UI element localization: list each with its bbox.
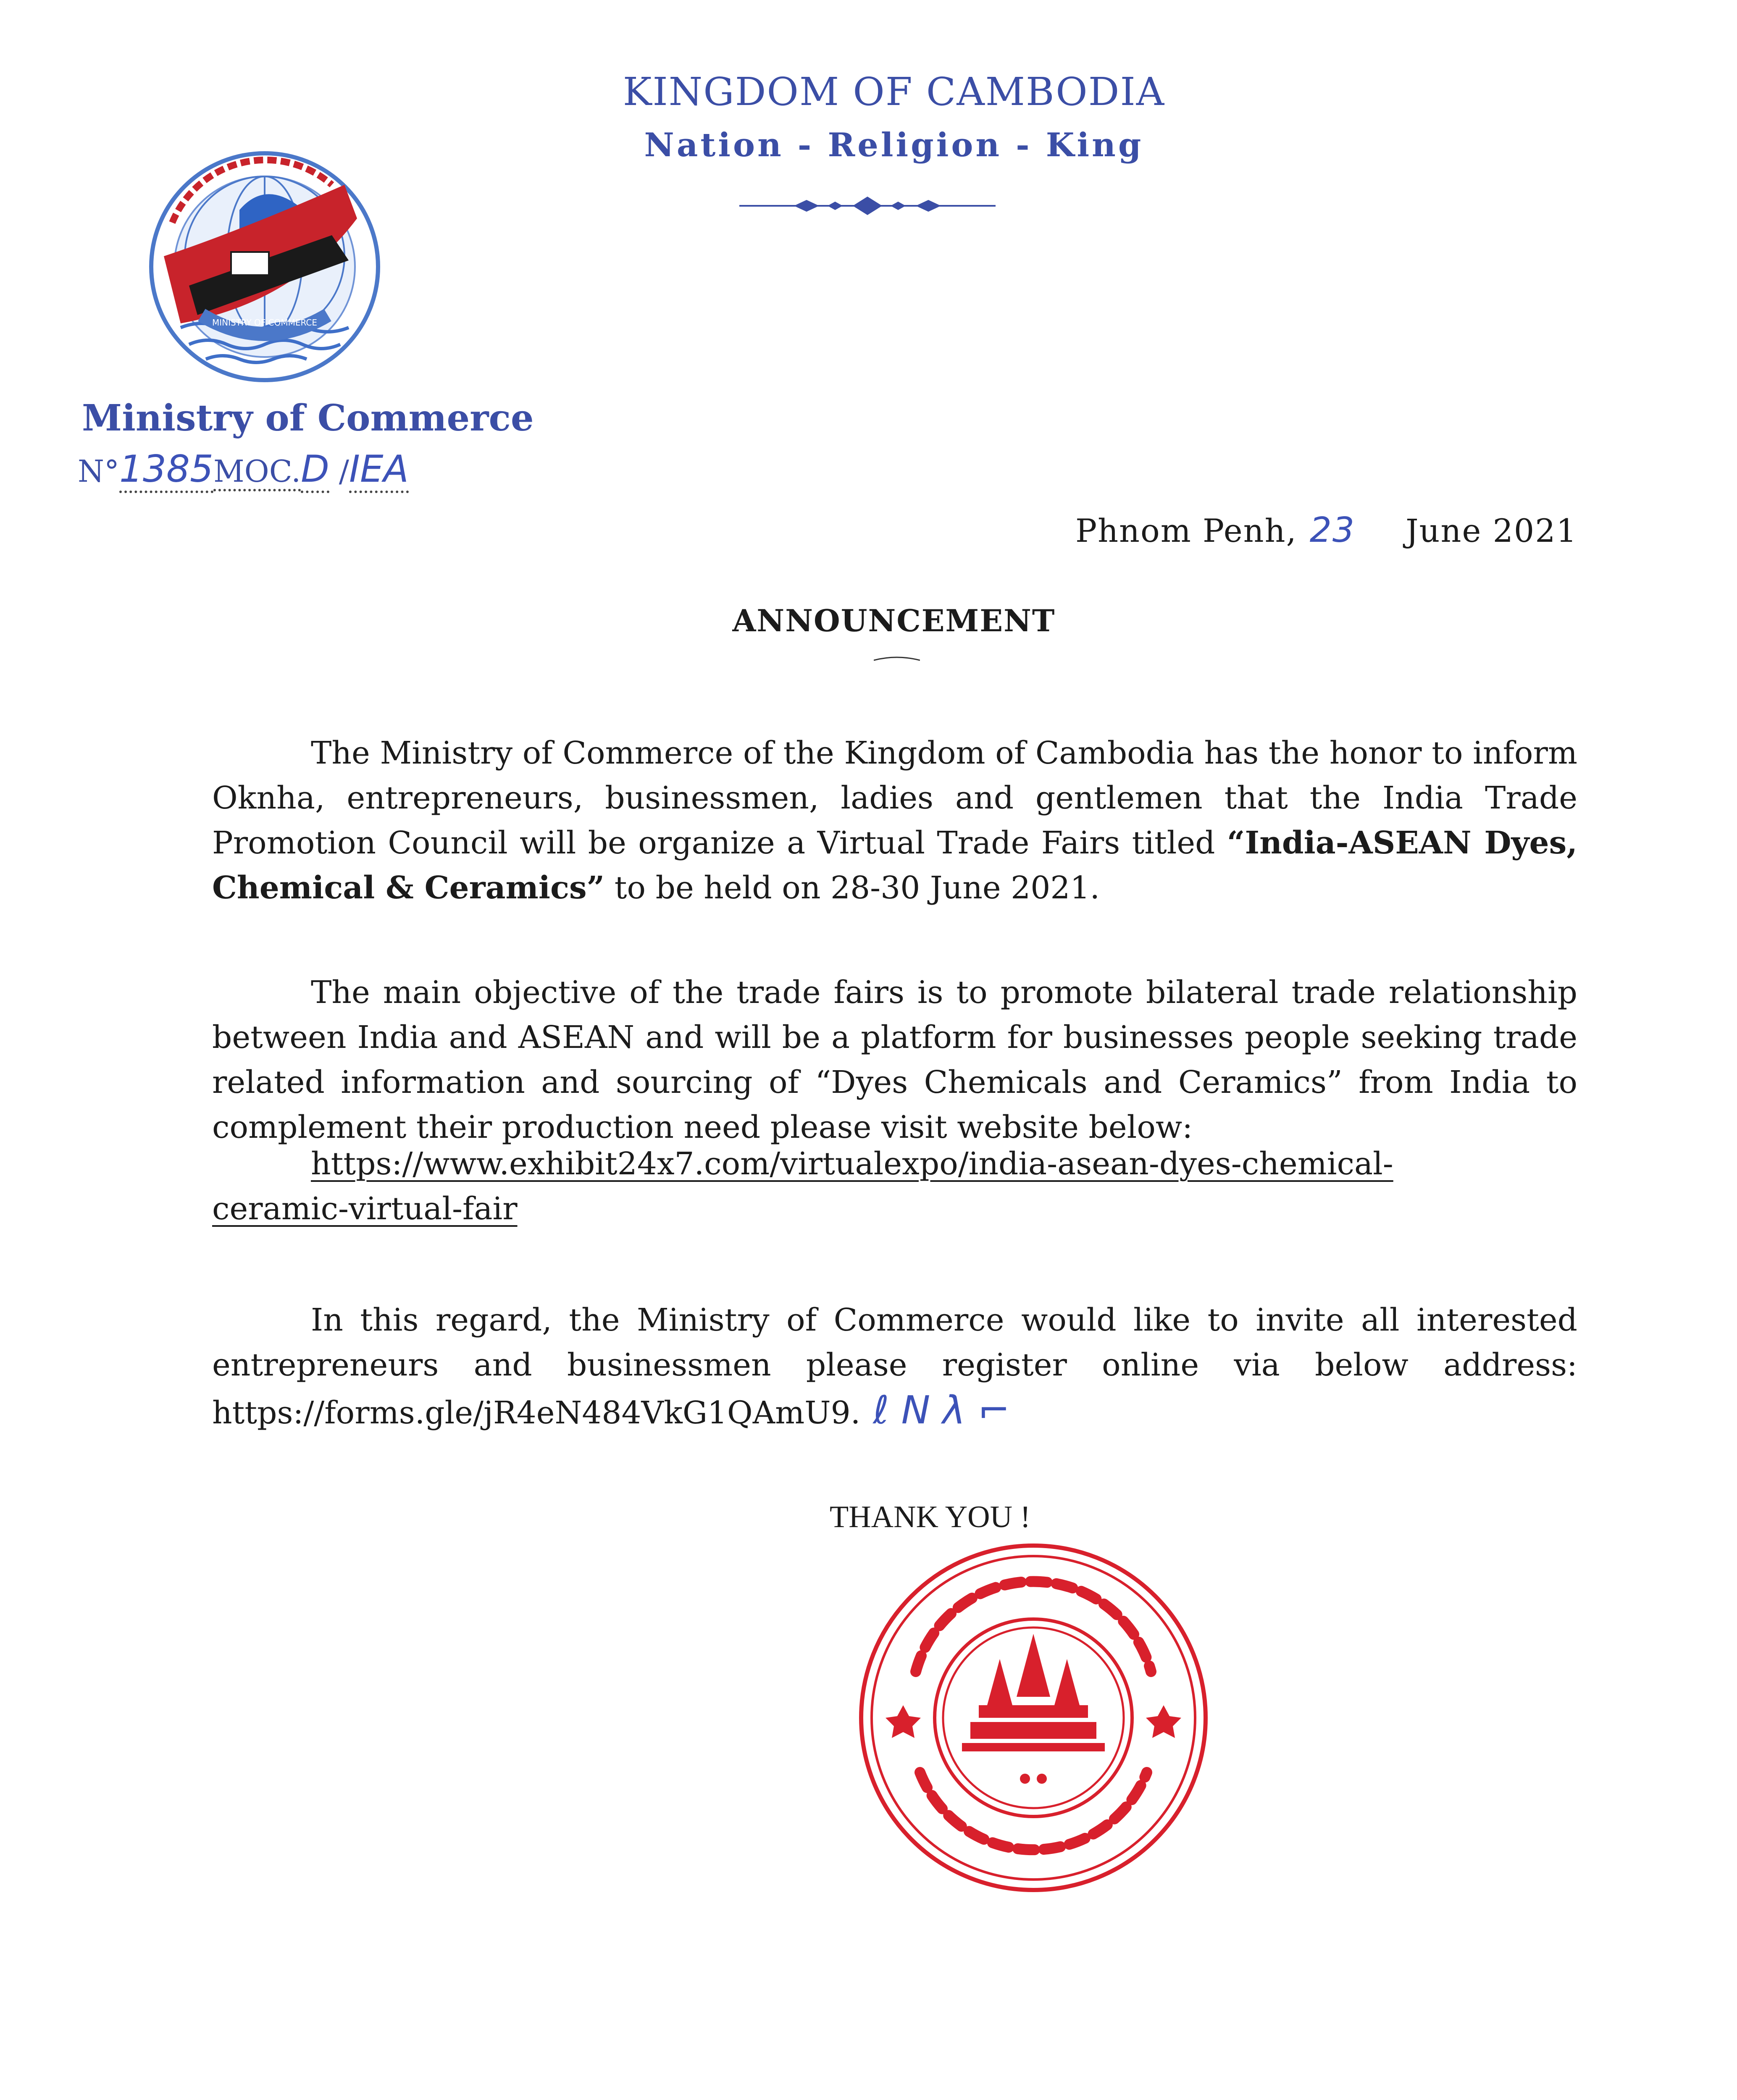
date-month-year: June 2021 (1406, 512, 1577, 549)
reference-number: N°1385MOC.D /IEA (78, 447, 409, 491)
reference-number-handwritten: 1385 (119, 447, 213, 493)
kingdom-heading: KINGDOM OF CAMBODIA (623, 69, 1165, 114)
exhibit-website-link[interactable]: https://www.exhibit24x7.com/virtualexpo/india-asean-dyes-chemical- (311, 1146, 1393, 1182)
handwritten-initials: ℓ N λ ⌐ (873, 1388, 1010, 1433)
ministry-logo-icon (139, 147, 391, 382)
title-ornament-icon (874, 655, 920, 664)
place-date-line (1075, 510, 1577, 550)
paragraph-registration (212, 1298, 1577, 1436)
reference-suffix-handwritten: IEA (349, 447, 409, 493)
paragraph-objective-text: The main objective of the trade fairs is to promote bilateral trade relationship between India and ASEAN and will be a platform for businesses people seeking trade related information and sourcing of “Dyes Chemicals and Ceramics” from India to complement their production need please visit website below: (212, 974, 1577, 1145)
paragraph-intro (212, 731, 1577, 911)
reference-dept-handwritten: D (301, 447, 329, 493)
ministry-name: Ministry of Commerce (82, 397, 534, 439)
paragraph-objective (212, 970, 1577, 1150)
reference-prefix: N° (78, 454, 119, 489)
announcement-title: ANNOUNCEMENT (732, 603, 1056, 638)
exhibit-website-link-continued[interactable]: ceramic-virtual-fair (212, 1191, 518, 1227)
svg-text:MINISTRY OF COMMERCE: MINISTRY OF COMMERCE (212, 318, 318, 328)
registration-form-link[interactable]: https://forms.gle/jR4eN484VkG1QAmU9. (212, 1395, 861, 1431)
paragraph-intro-text: The Ministry of Commerce of the Kingdom of Cambodia has the honor to inform Oknha, entrepreneurs, businessmen, ladies and gentlemen that the India Trade Promotion Council will be organize a Virtual Trade Fairs titled (212, 735, 1577, 861)
event-title: “India-ASEAN Dyes, Chemical & Ceramics” (212, 825, 1577, 906)
place: Phnom Penh, (1075, 512, 1297, 549)
date-day-handwritten: 23 (1309, 510, 1356, 550)
national-motto: Nation - Religion - King (644, 126, 1144, 164)
paragraph-intro-date: to be held on 28-30 June 2021. (604, 870, 1100, 906)
reference-code: MOC. (213, 454, 301, 491)
closing-thanks: THANK YOU ! (830, 1500, 1031, 1534)
paragraph-registration-text: In this regard, the Ministry of Commerce would like to invite all interested entrepreneurs and businessmen please register online via below address: (212, 1302, 1577, 1383)
ornament-divider-icon (739, 191, 996, 220)
official-seal-icon (844, 1537, 1222, 1898)
